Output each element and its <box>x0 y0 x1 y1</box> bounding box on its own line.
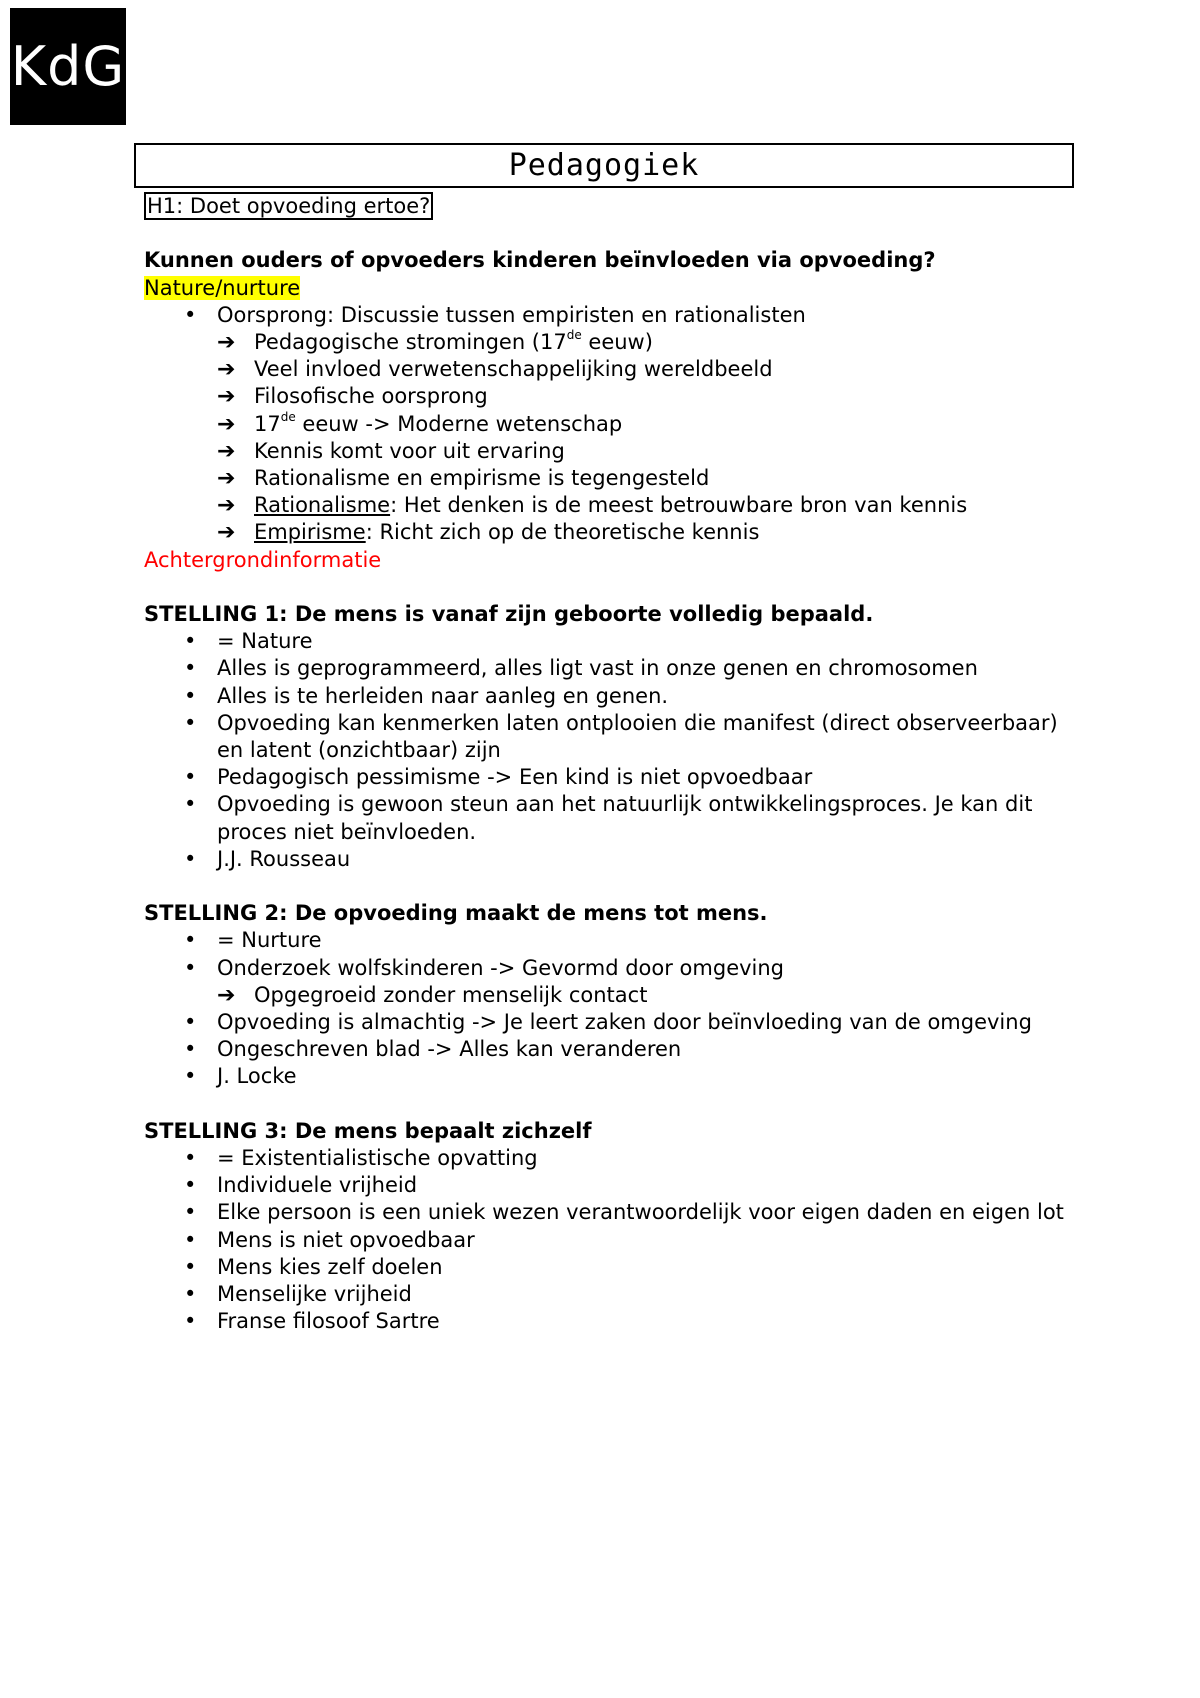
list-item: • Franse filosoof Sartre <box>144 1308 1064 1335</box>
kdg-logo <box>10 8 126 125</box>
list-item: • = Existentialistische opvatting <box>144 1145 1064 1172</box>
list-item: • Alles is geprogrammeerd, alles ligt vast in onze genen en chromosomen <box>144 655 1064 682</box>
document-title-box <box>134 143 1074 188</box>
item-text: 17 <box>254 411 281 436</box>
list-item <box>144 519 1064 546</box>
list-item: • Individuele vrijheid <box>144 1172 1064 1199</box>
list-item: • Elke persoon is een uniek wezen verantwoordelijk voor eigen daden en eigen lot <box>144 1199 1064 1226</box>
item-text: : Richt zich op de theoretische kennis <box>365 520 760 545</box>
document-title: Pedagogiek <box>508 148 700 183</box>
list-item <box>144 383 1064 410</box>
arrow-icon: ➔ <box>217 466 236 492</box>
arrow-icon: ➔ <box>217 357 236 383</box>
list-item <box>144 492 1064 519</box>
item-text: Veel invloed verwetenschappelijking wereldbeeld <box>254 357 773 382</box>
list-item <box>144 438 1064 465</box>
list-item: • Pedagogisch pessimisme -> Een kind is niet opvoedbaar <box>144 764 1064 791</box>
superscript: de <box>566 328 582 342</box>
main-question: Kunnen ouders of opvoeders kinderen beïnvloeden via opvoeding? <box>144 248 936 273</box>
stelling-2-list <box>144 927 1064 1090</box>
list-item <box>144 356 1064 383</box>
document-body <box>144 192 1064 1335</box>
item-text: Rationalisme en empirisme is tegengesteld <box>254 466 710 491</box>
arrow-icon: ➔ <box>217 384 236 410</box>
nature-nurture-label: Nature/nurture <box>144 275 301 300</box>
arrow-icon: ➔ <box>217 438 236 464</box>
stelling-1-list <box>144 628 1064 873</box>
origin-list <box>144 302 1064 547</box>
item-text: Opgegroeid zonder menselijk contact <box>254 982 648 1007</box>
item-text: Kennis komt voor uit ervaring <box>254 438 565 463</box>
list-item <box>144 329 1064 356</box>
arrow-icon: ➔ <box>217 330 236 355</box>
stelling-3-list <box>144 1145 1064 1335</box>
chapter-heading: H1: Doet opvoeding ertoe? <box>144 192 433 220</box>
list-item <box>144 411 1064 438</box>
list-item: • Opvoeding is gewoon steun aan het natuurlijk ontwikkelingsproces. Je kan dit proces niet beïnvloeden. <box>144 791 1064 845</box>
arrow-icon: ➔ <box>217 982 236 1008</box>
list-item: • = Nature <box>144 628 1064 655</box>
list-item: • Onderzoek wolfskinderen -> Gevormd door omgeving <box>144 955 1064 982</box>
item-text: Filosofische oorsprong <box>254 384 488 409</box>
stelling-2-heading: STELLING 2: De opvoeding maakt de mens tot mens. <box>144 901 768 926</box>
list-item: • Ongeschreven blad -> Alles kan veranderen <box>144 1036 1064 1063</box>
list-item: • Opvoeding kan kenmerken laten ontplooien die manifest (direct observeerbaar) en latent (onzichtbaar) zijn <box>144 710 1064 764</box>
arrow-icon: ➔ <box>217 411 236 437</box>
item-text: Pedagogische stromingen (17 <box>254 330 567 354</box>
stelling-1-heading: STELLING 1: De mens is vanaf zijn geboorte volledig bepaald. <box>144 602 874 627</box>
item-text: eeuw -> Moderne wetenschap <box>295 411 623 436</box>
list-item: • Alles is te herleiden naar aanleg en genen. <box>144 683 1064 710</box>
list-item: • Menselijke vrijheid <box>144 1281 1064 1308</box>
background-info-label: Achtergrondinformatie <box>144 547 382 572</box>
list-item: • Opvoeding is almachtig -> Je leert zaken door beïnvloeding van de omgeving <box>144 1009 1064 1036</box>
arrow-icon: ➔ <box>217 520 236 546</box>
logo-text: KdG <box>10 35 126 98</box>
list-item: • Mens kies zelf doelen <box>144 1254 1064 1281</box>
item-text: eeuw) <box>581 330 653 354</box>
term-rationalisme: Rationalisme <box>254 493 391 518</box>
list-item: • J. Locke <box>144 1063 1064 1090</box>
list-item <box>144 465 1064 492</box>
item-text: : Het denken is de meest betrouwbare bron van kennis <box>390 493 968 518</box>
list-item <box>144 982 1064 1009</box>
arrow-icon: ➔ <box>217 493 236 519</box>
list-item: • Mens is niet opvoedbaar <box>144 1227 1064 1254</box>
list-item: • = Nurture <box>144 927 1064 954</box>
list-item: • J.J. Rousseau <box>144 846 1064 873</box>
stelling-3-heading: STELLING 3: De mens bepaalt zichzelf <box>144 1118 592 1143</box>
superscript: de <box>280 409 296 424</box>
list-item: • Oorsprong: Discussie tussen empiristen en rationalisten <box>144 302 1064 329</box>
term-empirisme: Empirisme <box>254 520 366 545</box>
